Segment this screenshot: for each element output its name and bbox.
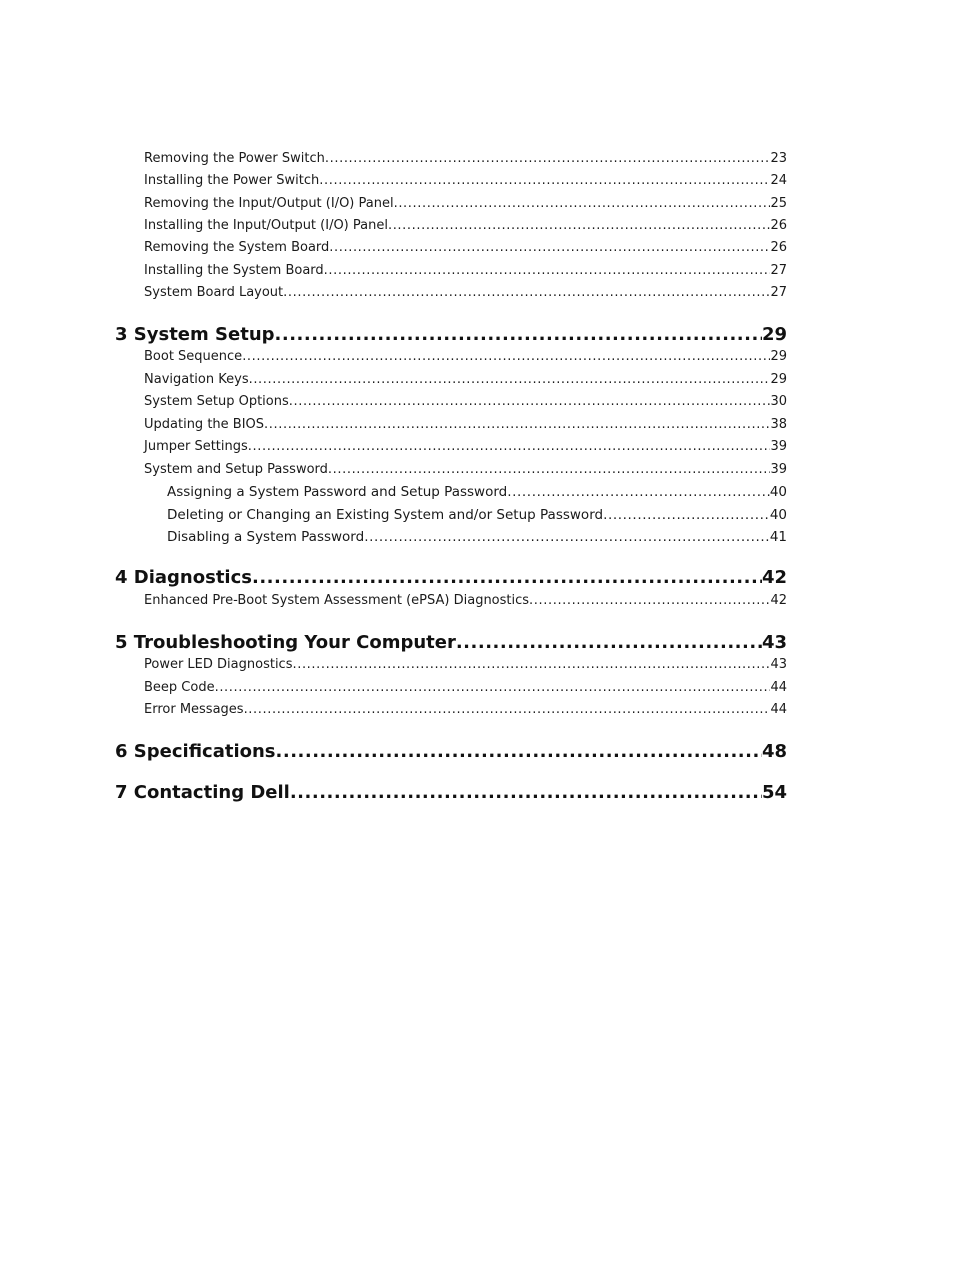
toc-dot-leader xyxy=(264,417,770,432)
toc-chapter-title: 7 Contacting Dell xyxy=(115,782,290,803)
toc-entry-title: Power LED Diagnostics xyxy=(144,657,293,672)
toc-entry-title: Updating the BIOS xyxy=(144,417,265,432)
toc-dot-leader xyxy=(456,632,762,653)
toc-chapter-page: 48 xyxy=(761,741,787,762)
toc-entry[interactable] xyxy=(144,462,787,477)
toc-subentry-page: 40 xyxy=(769,507,787,523)
toc-subentry-title: Disabling a System Password xyxy=(167,529,365,545)
toc-dot-leader xyxy=(328,462,771,477)
toc-entry-page: 26 xyxy=(770,218,787,233)
toc-dot-leader xyxy=(249,372,771,387)
toc-entry-page: 29 xyxy=(770,349,787,364)
toc-entry-title: Removing the Power Switch xyxy=(144,151,325,166)
toc-entry[interactable] xyxy=(144,439,787,454)
toc-entry-page: 39 xyxy=(770,462,787,477)
toc-subentry[interactable] xyxy=(167,484,787,500)
toc-entry-page: 27 xyxy=(770,263,787,278)
toc-entry[interactable] xyxy=(144,680,787,695)
toc-entry-page: 30 xyxy=(770,394,787,409)
toc-entry[interactable] xyxy=(144,349,787,364)
toc-entry[interactable] xyxy=(144,196,787,211)
toc-entry-page: 43 xyxy=(770,657,787,672)
toc-dot-leader xyxy=(364,529,770,545)
toc-subentry-page: 41 xyxy=(769,529,787,545)
toc-dot-leader xyxy=(290,782,762,803)
toc-entry-title: Beep Code xyxy=(144,680,215,695)
toc-entry[interactable] xyxy=(144,372,787,387)
toc-entry-title: Boot Sequence xyxy=(144,349,243,364)
toc-subentry-page: 40 xyxy=(769,484,787,500)
toc-chapter[interactable] xyxy=(115,741,787,762)
toc-dot-leader xyxy=(252,567,762,588)
toc-dot-leader xyxy=(319,173,770,188)
toc-chapter-page: 43 xyxy=(761,632,787,653)
toc-dot-leader xyxy=(215,680,771,695)
toc-chapter[interactable] xyxy=(115,324,787,345)
toc-dot-leader xyxy=(276,741,762,762)
toc-dot-leader xyxy=(289,394,771,409)
toc-entry-page: 44 xyxy=(770,702,787,717)
toc-entry-title: Removing the Input/Output (I/O) Panel xyxy=(144,196,394,211)
toc-dot-leader xyxy=(248,439,771,454)
toc-entry-page: 26 xyxy=(770,240,787,255)
toc-dot-leader xyxy=(603,507,770,523)
toc-chapter[interactable] xyxy=(115,782,787,803)
toc-chapter-title: 6 Specifications xyxy=(115,741,276,762)
toc-dot-leader xyxy=(388,218,770,233)
toc-dot-leader xyxy=(324,263,771,278)
toc-entry-title: System and Setup Password xyxy=(144,462,328,477)
toc-dot-leader xyxy=(329,240,770,255)
toc-chapter-title: 5 Troubleshooting Your Computer xyxy=(115,632,456,653)
toc-chapter-page: 42 xyxy=(761,567,787,588)
toc-entry-page: 25 xyxy=(770,196,787,211)
toc-entry[interactable] xyxy=(144,263,787,278)
toc-subentry-title: Deleting or Changing an Existing System and/or Setup Password xyxy=(167,507,604,523)
toc-dot-leader xyxy=(242,349,770,364)
toc-dot-leader xyxy=(292,657,770,672)
toc-entry-title: Jumper Settings xyxy=(144,439,248,454)
toc-dot-leader xyxy=(325,151,771,166)
toc-entry-page: 38 xyxy=(770,417,787,432)
toc-chapter[interactable] xyxy=(115,632,787,653)
toc-entry-title: Removing the System Board xyxy=(144,240,330,255)
toc-entry-page: 24 xyxy=(770,173,787,188)
toc-entry-title: Installing the Power Switch xyxy=(144,173,320,188)
toc-chapter[interactable] xyxy=(115,567,787,588)
toc-entry-page: 39 xyxy=(770,439,787,454)
toc-chapter-page: 29 xyxy=(761,324,787,345)
toc-subentry[interactable] xyxy=(167,529,787,545)
toc-entry[interactable] xyxy=(144,417,787,432)
toc-subentry[interactable] xyxy=(167,507,787,523)
toc-entry-title: Navigation Keys xyxy=(144,372,249,387)
toc-dot-leader xyxy=(283,285,770,300)
toc-entry-page: 23 xyxy=(770,151,787,166)
toc-chapter-page: 54 xyxy=(761,782,787,803)
toc-entry[interactable] xyxy=(144,173,787,188)
toc-entry-title: Error Messages xyxy=(144,702,244,717)
toc-entry[interactable] xyxy=(144,702,787,717)
toc-dot-leader xyxy=(529,593,770,608)
toc-entry-title: Installing the Input/Output (I/O) Panel xyxy=(144,218,388,233)
toc-subentry-title: Assigning a System Password and Setup Password xyxy=(167,484,508,500)
toc-entry-page: 44 xyxy=(770,680,787,695)
toc-entry[interactable] xyxy=(144,394,787,409)
toc-dot-leader xyxy=(394,196,771,211)
toc-entry[interactable] xyxy=(144,593,787,608)
toc-entry[interactable] xyxy=(144,657,787,672)
toc-chapter-title: 4 Diagnostics xyxy=(115,567,252,588)
toc-dot-leader xyxy=(244,702,771,717)
toc-entry[interactable] xyxy=(144,285,787,300)
toc-entry-title: Enhanced Pre-Boot System Assessment (ePSA) Diagnostics xyxy=(144,593,530,608)
toc-entry-title: Installing the System Board xyxy=(144,263,324,278)
toc-entry-title: System Board Layout xyxy=(144,285,284,300)
toc-chapter-title: 3 System Setup xyxy=(115,324,275,345)
toc-entry-page: 27 xyxy=(770,285,787,300)
toc-entry[interactable] xyxy=(144,240,787,255)
toc-dot-leader xyxy=(275,324,762,345)
toc-entry[interactable] xyxy=(144,151,787,166)
toc-entry-page: 29 xyxy=(770,372,787,387)
toc-dot-leader xyxy=(507,484,770,500)
toc-entry[interactable] xyxy=(144,218,787,233)
toc-entry-page: 42 xyxy=(770,593,787,608)
toc-entry-title: System Setup Options xyxy=(144,394,289,409)
